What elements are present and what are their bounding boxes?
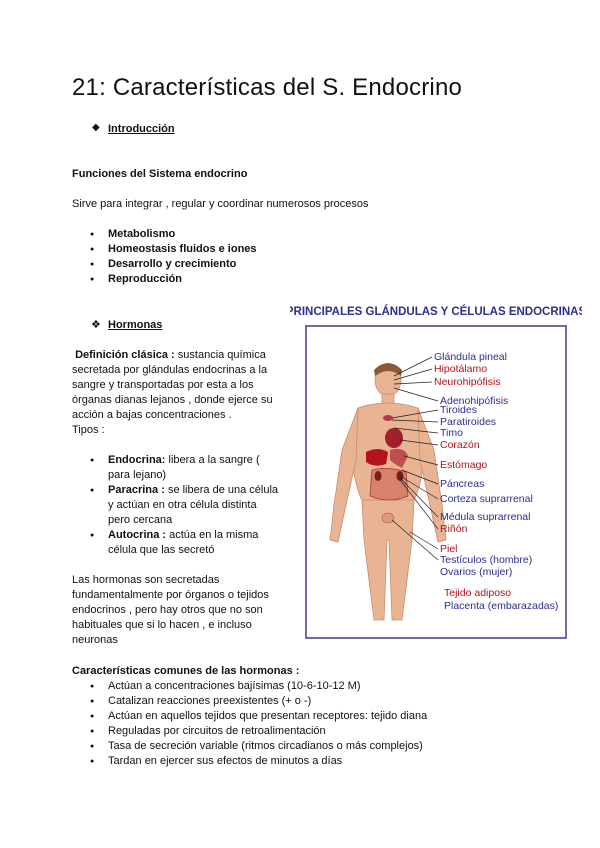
organ-label: Piel (440, 543, 458, 555)
type-name: Paracrina : (108, 484, 165, 496)
organ-label: Placenta (embarazadas) (444, 600, 559, 612)
organ-label: Riñón (440, 523, 468, 535)
type-desc: para lejano) (108, 469, 167, 481)
organ-label: Neurohipófisis (434, 376, 501, 388)
list-item: ● Reproducción (72, 272, 257, 287)
functions-list (72, 227, 257, 287)
list-item: ● Tasa de secreción variable (ritmos circadianos o más complejos) (72, 739, 492, 754)
organ-label: Adenohipófisis (440, 395, 509, 407)
figure-title: PRINCIPALES GLÁNDULAS Y CÉLULAS ENDOCRINAS (290, 306, 582, 318)
text-line: endocrinos , pero hay otros que no son (72, 604, 263, 616)
bullet-icon: ● (90, 487, 95, 494)
list-item (72, 453, 292, 483)
organ-label: Glándula pineal (434, 351, 507, 363)
list-item: ● Actúan en aquellos tejidos que presentan receptores: tejido diana (72, 709, 492, 724)
list-item (72, 528, 292, 558)
type-desc: célula que las secretó (108, 544, 215, 556)
text-line: neuronas (72, 634, 118, 646)
functions-text: Sirve para integrar , regular y coordinar numerosos procesos (72, 198, 369, 210)
list-item: ● Desarrollo y crecimiento (72, 257, 257, 272)
list-item: ● Metabolismo (72, 227, 257, 242)
intro-heading: Introducción (108, 123, 175, 135)
organ-label: Testículos (hombre) (440, 554, 533, 566)
organ-label: Estómago (440, 459, 488, 471)
bullet-icon: ● (90, 457, 95, 464)
list-item: ● Reguladas por circuitos de retroalimentación (72, 724, 492, 739)
organ-label: Timo (440, 427, 463, 439)
organ-label: Páncreas (440, 478, 485, 490)
list-item: ● Tardan en ejercer sus efectos de minutos a días (72, 754, 492, 769)
type-name: Autocrina : (108, 529, 167, 541)
functions-heading: Funciones del Sistema endocrino (72, 168, 248, 180)
type-desc: libera a la sangre ( (168, 454, 260, 466)
type-name: Endocrina: (108, 454, 166, 466)
type-desc: pero cercana (108, 514, 173, 526)
list-item: ● Actúan a concentraciones bajísimas (10-6-10-12 M) (72, 679, 492, 694)
organ-label: Tejido adiposo (444, 587, 512, 599)
types-list (72, 453, 292, 558)
bullet-icon: ● (90, 532, 95, 539)
definition-block (72, 348, 292, 438)
endocrine-figure (290, 300, 582, 640)
diamond-bullet-icon: ◆ (92, 122, 100, 133)
text-line: habituales que si lo hacen , e incluso (72, 619, 252, 631)
definition-line: sangre y transportadas por esta a los (72, 379, 254, 391)
endocrine-figure-svg (290, 300, 582, 640)
star-bullet-icon: ❖ (91, 319, 101, 331)
hormones-heading: Hormonas (108, 319, 163, 331)
characteristics-heading: Características comunes de las hormonas : (72, 665, 300, 677)
page-title: 21: Características del S. Endocrino (72, 74, 463, 101)
organ-label: Médula suprarrenal (440, 511, 531, 523)
list-item (72, 483, 292, 528)
definition-line: órganas dianas lejanos , donde ejerce su (72, 394, 273, 406)
type-desc: y actúan en otra célula distinta (108, 499, 257, 511)
organ-label: Tiroides (440, 404, 477, 416)
organ-label: Corteza suprarrenal (440, 493, 533, 505)
definition-line: sustancia química (177, 349, 266, 361)
text-line: fundamentalmente por órganos o tejidos (72, 589, 269, 601)
definition-line: secretada por glándulas endocrinas a la (72, 364, 268, 376)
organ-label: Hipotálamo (434, 363, 488, 375)
text-line: Las hormonas son secretadas (72, 574, 220, 586)
organ-label: Ovarios (mujer) (440, 566, 513, 578)
secretion-paragraph (72, 573, 302, 648)
characteristics-list (72, 679, 492, 769)
definition-line: acción a bajas concentraciones . (72, 409, 232, 421)
types-label: Tipos : (72, 424, 105, 436)
definition-label: Definición clásica : (75, 349, 175, 361)
organ-label: Corazón (440, 439, 480, 451)
list-item: ● Catalizan reacciones preexistentes (+ o -) (72, 694, 492, 709)
type-desc: actúa en la misma (169, 529, 259, 541)
organ-label: Paratiroides (440, 416, 497, 428)
list-item: ● Homeostasis fluidos e iones (72, 242, 257, 257)
type-desc: se libera de una célula (167, 484, 279, 496)
